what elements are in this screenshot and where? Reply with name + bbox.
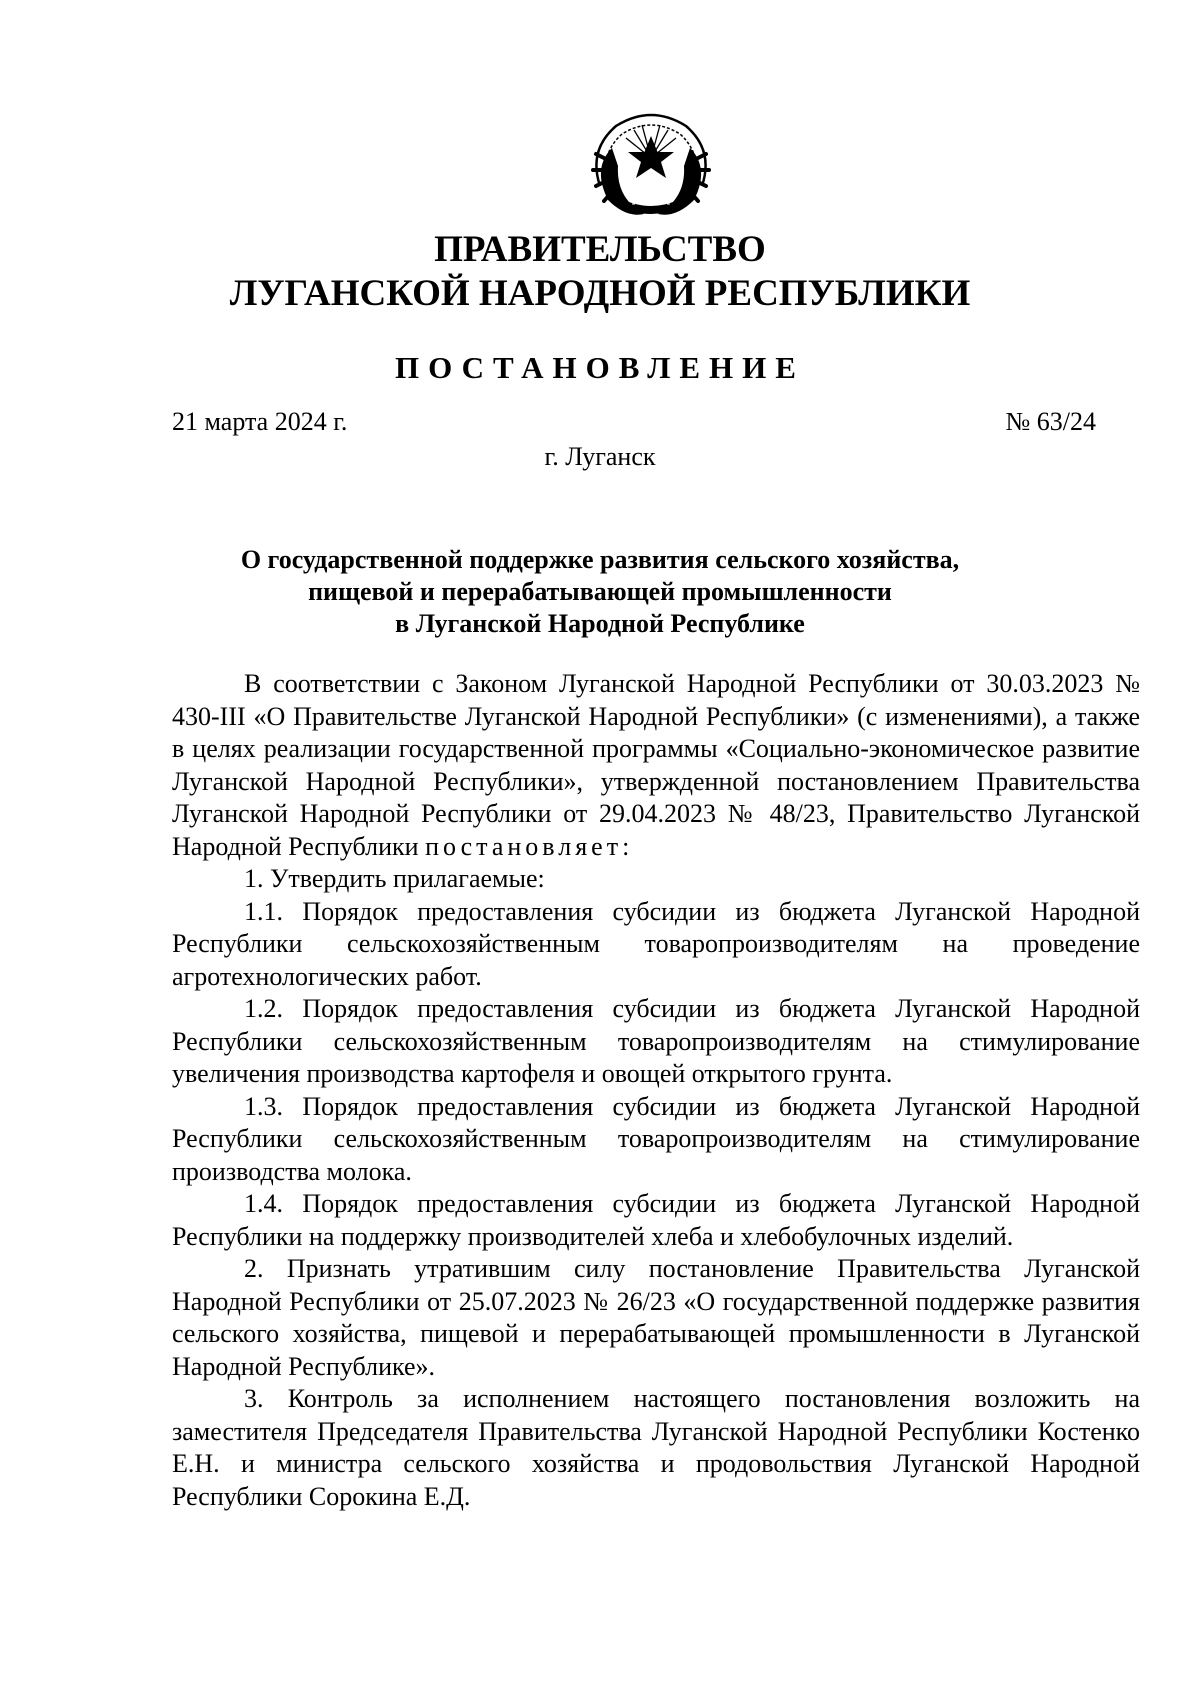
paragraph-2: 2. Признать утратившим силу постановление Правительства Луганской Народной Республики от 25.07.2023 № 26/23 «О государственной поддержке развития сельского хозяйства, пищевой и перерабатывающей промышленности в Луганской Народной Республике». bbox=[172, 1254, 1140, 1381]
document-city: г. Луганск bbox=[544, 442, 656, 471]
heading-line-2: пищевой и перерабатывающей промышленности bbox=[308, 577, 892, 606]
document-body bbox=[172, 668, 1140, 1513]
document-date: 21 марта 2024 г. bbox=[172, 407, 348, 436]
document-heading bbox=[160, 544, 1040, 640]
document-type: ПОСТАНОВЛЕНИЕ bbox=[395, 350, 805, 385]
paragraph-1-1: 1.1. Порядок предоставления субсидии из бюджета Луганской Народной Республики сельскохозяйственным товаропроизводителям на проведение агротехнологических работ. bbox=[172, 896, 1140, 991]
paragraph-1-2: 1.2. Порядок предоставления субсидии из бюджета Луганской Народной Республики сельскохозяйственным товаропроизводителям на стимулирование увеличения производства картофеля и овощей открытого грунта. bbox=[172, 994, 1140, 1088]
preamble-text: В соответствии с Законом Луганской Народной Республики от 30.03.2023 № 430-III «О Правительстве Луганской Народной Республики» (с изменениями), а также в целях реализации государственной программы «Социально-экономическое развитие Луганской Народной Республики», утвержденной постановлением Правительства Луганской Народной Республики от 29.04.2023 № 48/23, Правительство Луганской Народной Республики bbox=[172, 669, 1140, 861]
government-name bbox=[0, 228, 1200, 316]
heading-line-1: О государственной поддержке развития сельского хозяйства, bbox=[240, 545, 960, 574]
paragraph-1-4: 1.4. Порядок предоставления субсидии из бюджета Луганской Народной Республики на поддержку производителей хлеба и хлебобулочных изделий. bbox=[172, 1189, 1140, 1251]
heading-line-3: в Луганской Народной Республике bbox=[395, 609, 805, 638]
org-line-1: ПРАВИТЕЛЬСТВО bbox=[434, 229, 766, 270]
decree-word: постановляет: bbox=[425, 831, 634, 861]
org-line-2: ЛУГАНСКОЙ НАРОДНОЙ РЕСПУБЛИКИ bbox=[229, 273, 971, 314]
preamble-paragraph bbox=[172, 668, 1140, 863]
paragraph-1: 1. Утвердить прилагаемые: bbox=[244, 864, 545, 893]
paragraph-1-3: 1.3. Порядок предоставления субсидии из бюджета Луганской Народной Республики сельскохозяйственным товаропроизводителям на стимулирование производства молока. bbox=[172, 1091, 1140, 1186]
document-number: № 63/24 bbox=[1005, 407, 1096, 436]
lpr-coat-of-arms-icon bbox=[582, 108, 720, 226]
paragraph-3: 3. Контроль за исполнением настоящего постановления возложить на заместителя Председателя Правительства Луганской Народной Республики Костенко Е.Н. и министра сельского хозяйства и продовольствия Луганской Народной Республики Сорокина Е.Д. bbox=[172, 1384, 1140, 1511]
